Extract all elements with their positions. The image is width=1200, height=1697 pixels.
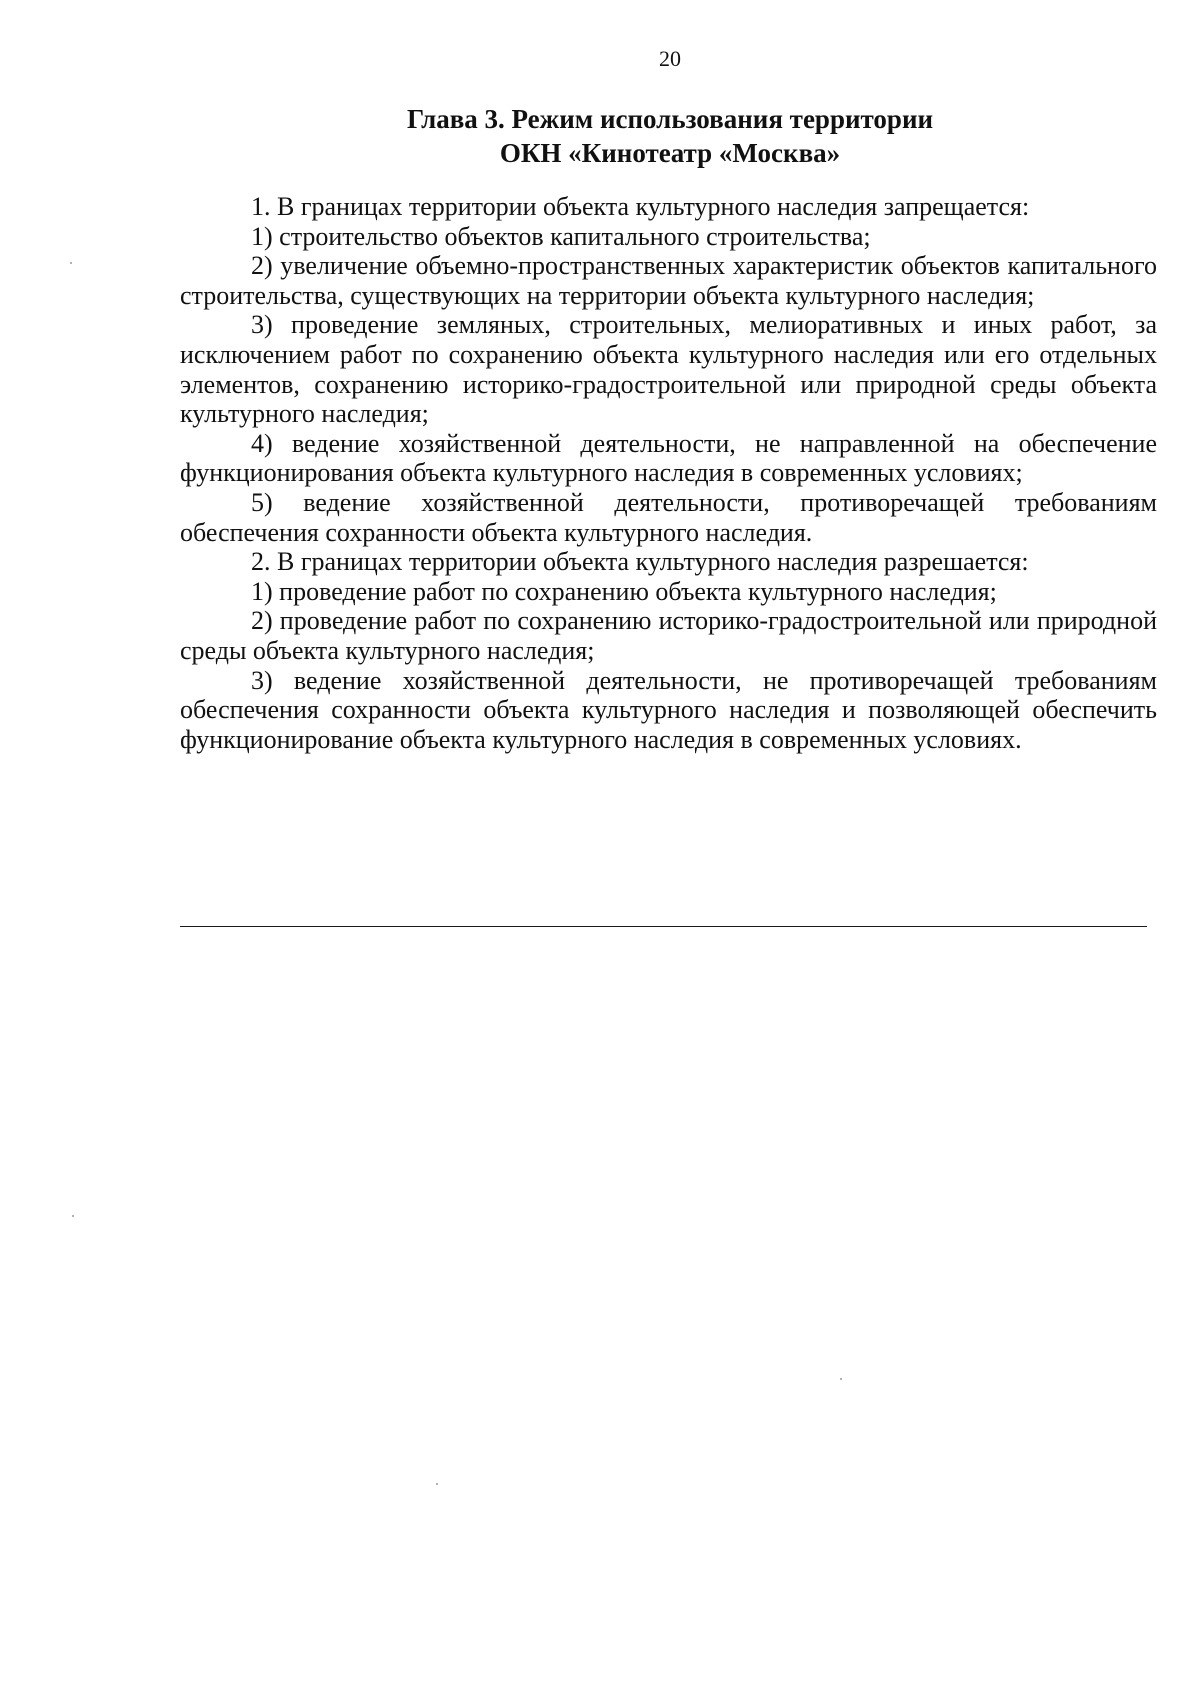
permission-item-3: 3) ведение хозяйственной деятельности, не противоречащей требованиям обеспечения сохранности объекта культурного наследия и позволяющей обеспечить функционирование объекта культурного наследия в современных условиях.: [180, 665, 1157, 754]
prohibition-item-3: 3) проведение земляных, строительных, мелиоративных и иных работ, за исключением работ по сохранению объекта культурного наследия или его отдельных элементов, сохранению историко-градостроительной или природной среды объекта культурного наследия;: [180, 310, 1157, 429]
chapter-title: [180, 102, 1160, 170]
scan-speck: [72, 1215, 74, 1217]
chapter-title-line-2: ОКН «Кинотеатр «Москва»: [499, 138, 841, 168]
section-1-heading: 1. В границах территории объекта культурного наследия запрещается:: [251, 192, 1030, 221]
prohibition-item-1: 1) строительство объектов капитального строительства;: [251, 221, 871, 251]
prohibition-item-2: 2) увеличение объемно-пространственных характеристик объектов капитального строительства, существующих на территории объекта культурного наследия;: [180, 251, 1157, 310]
permission-item-2: 2) проведение работ по сохранению историко-градостроительной или природной среды объекта культурного наследия;: [180, 606, 1157, 665]
document-body: [180, 192, 1157, 754]
prohibition-item-4: 4) ведение хозяйственной деятельности, не направленной на обеспечение функционирования объекта культурного наследия в современных условиях;: [180, 428, 1157, 488]
chapter-title-line-1: Глава 3. Режим использования территории: [406, 104, 934, 134]
scan-speck: [70, 262, 72, 264]
page-number: 20: [659, 46, 681, 71]
end-rule: [180, 926, 1147, 927]
scan-speck: [840, 1378, 842, 1380]
permission-item-1: 1) проведение работ по сохранению объекта культурного наследия;: [251, 576, 997, 606]
scan-speck: [436, 1483, 438, 1485]
prohibition-item-5: 5) ведение хозяйственной деятельности, противоречащей требованиям обеспечения сохранности объекта культурного наследия.: [180, 487, 1157, 547]
section-2-heading: 2. В границах территории объекта культурного наследия разрешается:: [251, 547, 1029, 577]
